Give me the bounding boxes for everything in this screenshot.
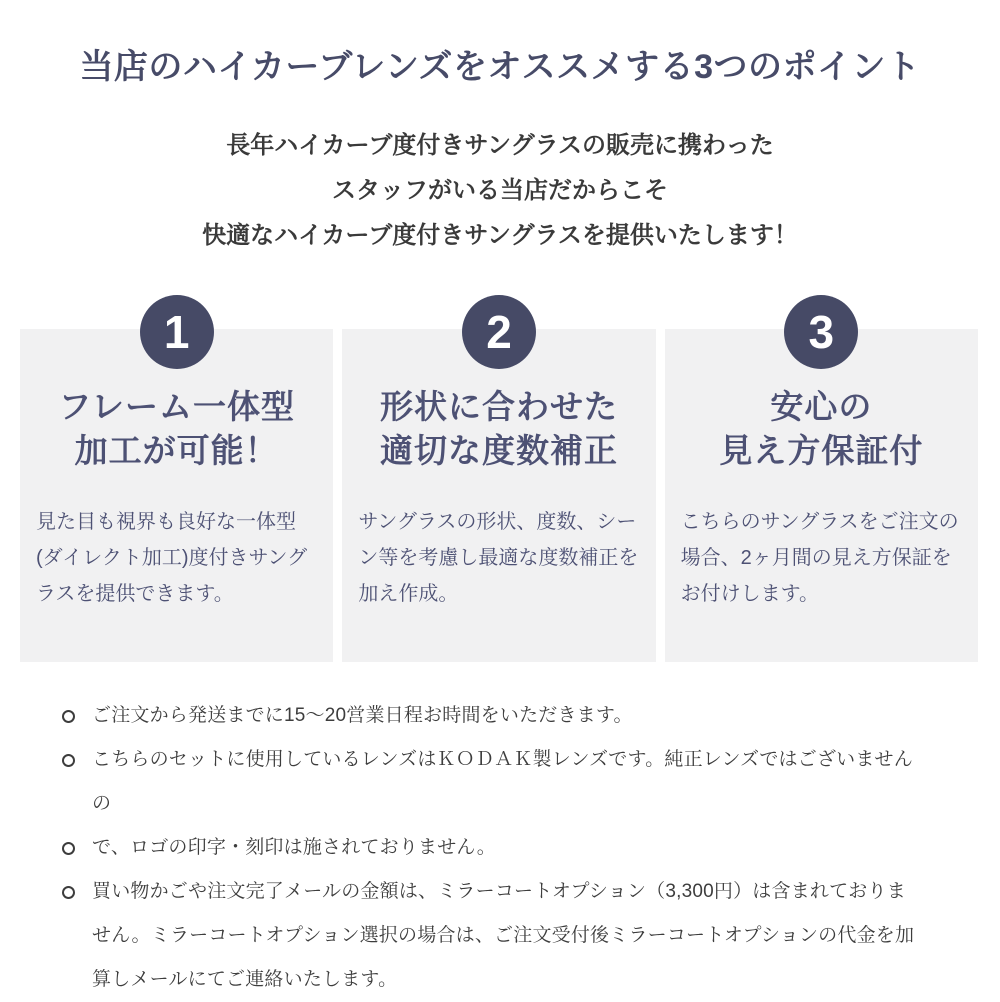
point-title-1	[36, 385, 317, 473]
bullet-circle-icon	[62, 710, 75, 723]
point-number-badge-1: 1	[140, 295, 214, 369]
points-row	[20, 306, 978, 662]
point-title-3-line1: 安心の	[770, 388, 873, 425]
point-description-2: サングラスの形状、度数、シーン等を考慮し最適な度数補正を加え作成。	[358, 511, 639, 605]
point-title-2-line1: 形状に合わせた	[379, 388, 618, 425]
point-title-2	[358, 385, 639, 473]
page-title: 当店のハイカーブレンズをオススメする3つのポイント	[79, 48, 921, 86]
point-title-2-line2: 適切な度数補正	[379, 432, 618, 469]
point-description-3: こちらのサングラスをご注文の場合、2ヶ月間の見え方保証をお付けします。	[680, 511, 959, 605]
point-title-1-line1: フレーム一体型	[58, 388, 295, 425]
note-item-4	[60, 870, 920, 1002]
note-item-3-text: で、ロゴの印字・刻印は施されておりません。	[92, 837, 496, 858]
point-title-3-line2: 見え方保証付	[719, 432, 924, 469]
note-item-3	[60, 826, 920, 870]
point-title-3	[681, 385, 962, 473]
point-card-1	[20, 306, 333, 662]
point-card-3	[665, 306, 978, 662]
bullet-circle-icon	[62, 886, 75, 899]
order-notes-list	[60, 694, 920, 1002]
point-description-1: 見た目も視界も良好な一体型(ダイレクト加工)度付きサングラスを提供できます。	[36, 511, 308, 605]
bullet-circle-icon	[62, 754, 75, 767]
intro-line-1: 長年ハイカーブ度付きサングラスの販売に携わった	[226, 132, 774, 159]
point-number-badge-3: 3	[784, 295, 858, 369]
intro-line-3: 快適なハイカーブ度付きサングラスを提供いたします！	[202, 222, 798, 249]
note-item-4-text: 買い物かごや注文完了メールの金額は、ミラーコートオプション（3,300円）は含まれておりません。ミラーコートオプション選択の場合は、ご注文受付後ミラーコートオプションの代金を加算しメールにてご連絡いたします。	[92, 881, 915, 990]
point-card-2	[342, 306, 655, 662]
point-title-1-line2: 加工が可能！	[74, 432, 279, 469]
note-item-2-text: こちらのセットに使用しているレンズはＫＯＤＡＫ製レンズです。純正レンズではございませんの	[92, 749, 913, 814]
point-number-badge-2: 2	[462, 295, 536, 369]
bullet-circle-icon	[62, 842, 75, 855]
note-item-1	[60, 694, 920, 738]
intro-text	[0, 123, 1000, 258]
intro-line-2: スタッフがいる当店だからこそ	[332, 177, 668, 204]
note-item-1-text: ご注文から発送までに15〜20営業日程お時間をいただきます。	[92, 705, 633, 726]
note-item-2	[60, 738, 920, 826]
